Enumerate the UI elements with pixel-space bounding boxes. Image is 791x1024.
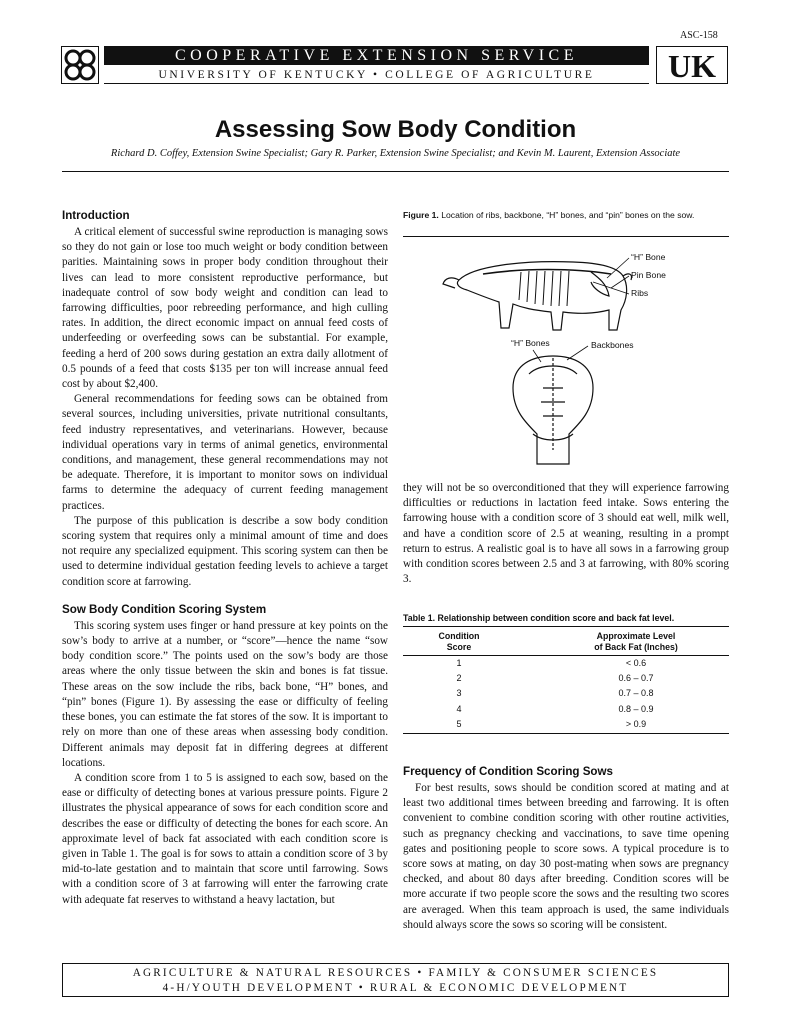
cell-backfat: 0.6 – 0.7 [618,673,654,684]
table-row [403,717,729,732]
scoring-paragraph-1: This scoring system uses finger or hand pressure at key points on the sow’s body to arrive at a number, or “score”—hence the name “sow body condition score.” The points used on the sow’s body are those areas where the only tissue between the skin and bones is fat tissue. These areas on the sow include the ribs, back bone, “H” bones, and “pin” bones (Figure 1). By assessing the ease or difficulty of feeling these bones, you can estimate the fat stores of the sow. It is important to rely on more than one of these areas when assessing body condition. Different animals may deposit fat in differing degrees at different locations. [62,619,388,769]
header-score-line1: Condition [438,631,480,641]
table-header [403,629,729,656]
cell-score: 3 [456,688,462,699]
scoring-heading: Sow Body Condition Scoring System [62,602,267,616]
cell-backfat: 0.7 – 0.8 [618,688,654,699]
label-h-bones: “H” Bones [511,338,550,348]
uk-logo-text: UK [668,48,716,84]
cell-score: 1 [456,658,462,668]
figure-caption [403,209,729,221]
intro-paragraph-3: The purpose of this publication is describe a sow body condition scoring system that requires only a minimal amount of time and does not require any specialized equipment. This scoring system can then be used to determine individual gestation feeding levels to achieve a target condition score at farrowing. [62,514,388,588]
frequency-paragraph: For best results, sows should be condition scored at mating and at least two additional times between breeding and farrowing. It is often convenient to combine condition scoring with other routine activities, such as pregnancy checking and vaccinations, to save time opening gates and positioning people to score sows. A typical procedure is to score sows at mating, on day 30 post-mating when sows are pregnancy checked, and about 80 days after breeding. Condition scores will be more accurate if two people score the sows and the resulting two scores are averaged. When this team approach is used, the same individuals should always score the sows so scoring will be consistent. [403,782,729,931]
frequency-heading: Frequency of Condition Scoring Sows [403,765,613,778]
intro-paragraph-2: General recommendations for feeding sows can be obtained from several sources, including universities, private nutritional consultants, feed industry representatives, and veterinarians. However, because individual operations vary in terms of animal genetics, environmental conditions, and management, these general recommendations may not be adequate. Therefore, it is important to monitor sows on individual farms to determine the adequacy of current feeding management practices. [62,393,388,512]
cell-score: 4 [456,703,462,714]
label-pin-bone: Pin Bone [631,270,666,280]
table-caption: Table 1. Relationship between condition score and back fat level. [403,613,675,623]
sow-skeleton-illustration [403,238,729,476]
footer-line-1: AGRICULTURE & NATURAL RESOURCES • FAMILY & CONSUMER SCIENCES [132,967,659,979]
publication-code: ASC-158 [680,30,718,41]
label-backbones: Backbones [591,340,634,350]
right-column-bottom [403,764,729,933]
cell-score: 2 [456,673,462,684]
header-score-line2: Score [446,641,472,652]
table-row [403,656,729,671]
cell-score: 5 [456,718,462,729]
university-subtitle: UNIVERSITY OF KENTUCKY • COLLEGE OF AGRICULTURE [104,67,649,84]
authors-line: Richard D. Coffey, Extension Swine Specialist; Gary R. Parker, Extension Swine Specialist; and Kevin M. Laurent, Extension Associate [110,148,681,159]
table-body [403,656,729,732]
right-column-top [403,481,729,587]
header-rule [62,171,729,172]
figure-sow-skeleton [403,238,729,476]
footer-programs [62,963,729,997]
continued-paragraph: they will not be so overconditioned that they will experience farrowing difficulties or reductions in lactation feed intake. Sows entering the farrowing house with a condition score of 3 should eat well, milk well, and have a condition score of 2.5 at weaning, resulting in a prompt return to estrus. A realistic goal is to have all sows in a farrowing group with condition scores between 2.5 and 3 at farrowing, with 80% scoring 3. [403,482,729,586]
cell-backfat: < 0.6 [625,658,647,668]
figure-rule [403,236,729,237]
label-ribs: Ribs [631,288,649,298]
uk-logo [656,46,728,84]
extension-knot-logo [61,46,99,84]
intro-heading: Introduction [62,209,130,222]
footer-line-2: 4-H/YOUTH DEVELOPMENT • RURAL & ECONOMIC DEVELOPMENT [162,982,629,994]
page-title: Assessing Sow Body Condition [214,116,577,143]
figure-caption-label: Figure 1. [403,210,439,220]
table-header-score [403,631,515,652]
table-header-backfat [543,631,729,652]
table-row [403,702,729,717]
table-rule-bottom [403,733,729,734]
table-row [403,686,729,701]
intro-paragraph-1: A critical element of successful swine reproduction is managing sows so they do not gain or lose too much weight or body condition between parities. Maintaining sows in proper body condition throughout their lives can lead to more consistent reproductive performance, but inadequate control of sow body weight and condition can lead to farrowing difficulties, poor rebreeding performance, and high culling rates. In addition, the direct economic impact on annual feed costs of underfeeding or overfeeding sows can be substantial. For example, feeding a herd of 200 sows during gestation an extra daily allotment of 0.5 pounds of a feed that costs $135 per ton will increase annual feed cost by about $2,400. [62,226,388,391]
cell-backfat: > 0.9 [625,718,647,729]
extension-banner: COOPERATIVE EXTENSION SERVICE [104,46,649,65]
figure-caption-text: Location of ribs, backbone, “H” bones, and “pin” bones on the sow. [438,210,695,220]
table-rule-top [403,626,729,627]
cell-backfat: 0.8 – 0.9 [618,703,654,714]
label-h-bone: “H” Bone [631,252,666,262]
left-column [62,208,388,908]
table-row [403,671,729,686]
header-fat-line2: of Back Fat (Inches) [594,641,678,652]
header-fat-line1: Approximate Level [596,631,676,641]
scoring-paragraph-2: A condition score from 1 to 5 is assigned to each sow, based on the ease or difficulty of detecting bones at various pressure points. Figure 2 illustrates the physical appearance of sows for each condition score and describes the ease or difficulty of detecting the bones for each score. An approximate level of back fat associated with each condition score is given in Table 1. The goal is for sows to attain a condition score of 3 by mid-to-late gestation and to maintain that score until farrowing. Sows with a condition score of 3 at farrowing will enter the farrowing crate with adequate fat reserves to withstand a heavy lactation, but [62,771,388,906]
